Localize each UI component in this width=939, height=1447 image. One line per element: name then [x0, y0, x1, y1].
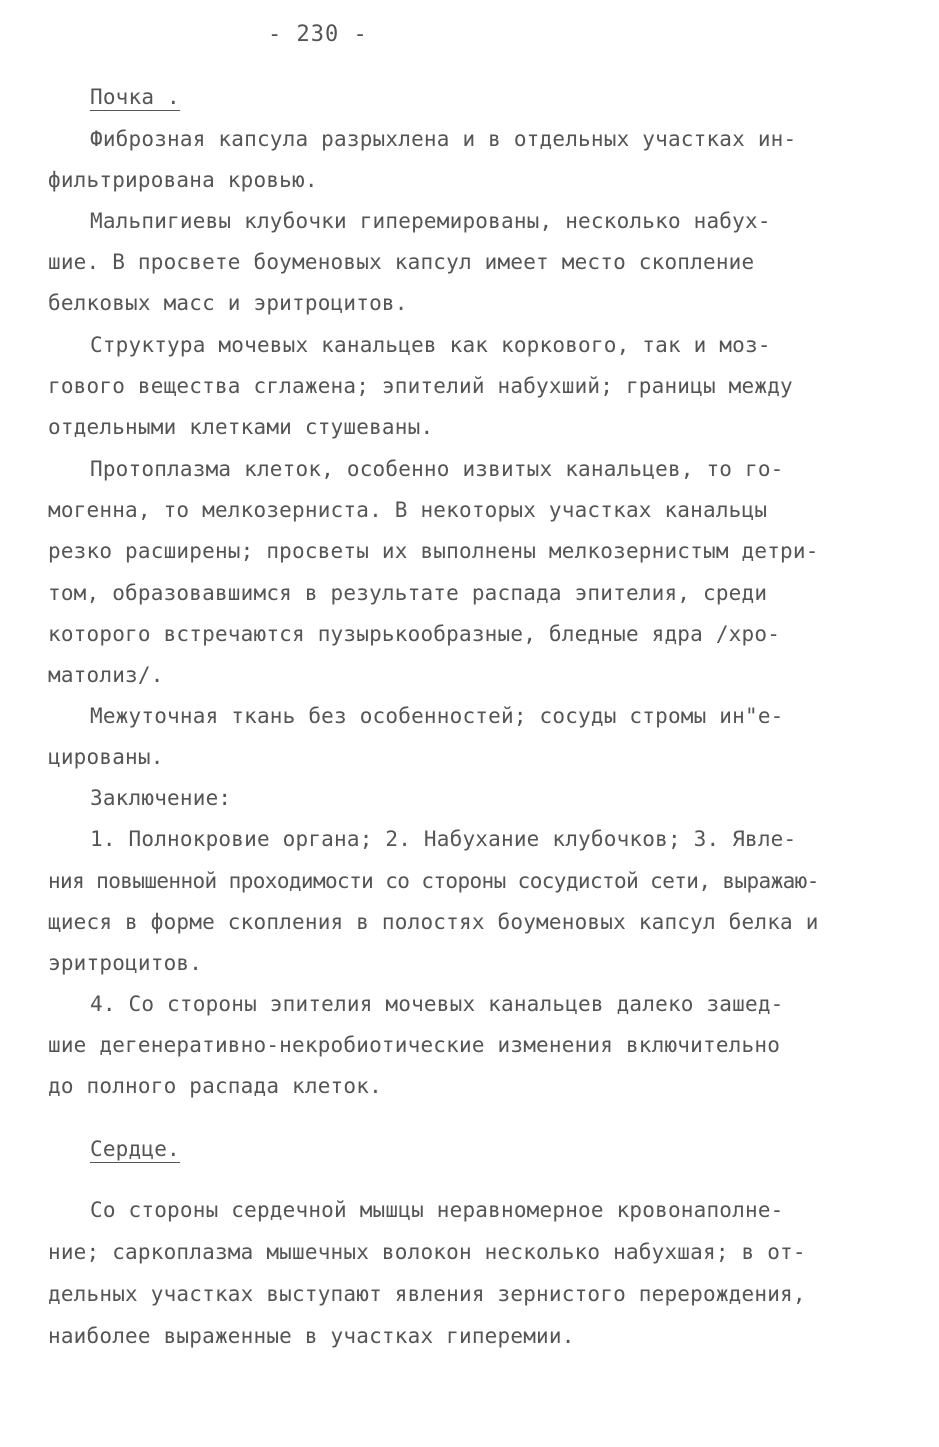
text-line: фильтрирована кровью.: [48, 168, 318, 192]
text-line: отдельными клетками стушеваны.: [48, 415, 434, 439]
text-line: том, образовавшимся в результате распада эпителия, среди: [48, 581, 768, 605]
text-line: гового вещества сглажена; эпителий набухший; границы между: [48, 374, 793, 398]
text-line: наиболее выраженные в участках гиперемии.: [48, 1324, 575, 1348]
text-line: щиеся в форме скопления в полостях боуменовых капсул белка и: [48, 910, 819, 934]
text-line: до полного распада клеток.: [48, 1074, 382, 1098]
section-heading-kidney: Почка .: [90, 85, 180, 109]
text-line: Протоплазма клеток, особенно извитых канальцев, то го-: [90, 457, 784, 481]
text-line: шие. В просвете боуменовых капсул имеет место скопление: [48, 250, 755, 274]
text-line: дельных участках выступают явления зернистого перерождения,: [48, 1282, 806, 1306]
text-line: матолиз/.: [48, 663, 164, 687]
text-line: Структура мочевых канальцев как коркового, так и моз-: [90, 333, 771, 357]
text-line: 4. Со стороны эпителия мочевых канальцев далеко зашед-: [90, 992, 784, 1016]
text-line: Межуточная ткань без особенностей; сосуды стромы ин"е-: [90, 704, 784, 728]
text-line: резко расширены; просветы их выполнены мелкозернистым детри-: [48, 539, 819, 563]
text-line: белковых масс и эритроцитов.: [48, 291, 408, 315]
text-line: шие дегенеративно-некробиотические изменения включительно: [48, 1033, 781, 1057]
text-line: Мальпигиевы клубочки гиперемированы, несколько набух-: [90, 209, 771, 233]
text-line: ния повышенной проходимости со стороны сосудистой сети, выражаю-: [48, 869, 819, 893]
text-line: ние; саркоплазма мышечных волокон несколько набухшая; в от-: [48, 1240, 806, 1264]
text-line: цированы.: [48, 745, 164, 769]
page-number: - 230 -: [268, 22, 368, 47]
text-line: могенна, то мелкозерниста. В некоторых участках канальцы: [48, 498, 768, 522]
section-heading-heart: Сердце.: [90, 1137, 180, 1161]
text-line: Со стороны сердечной мышцы неравномерное кровонаполне-: [90, 1198, 784, 1222]
text-line: Фиброзная капсула разрыхлена и в отдельных участках ин-: [90, 127, 797, 151]
conclusion-label: Заключение:: [90, 786, 232, 810]
text-line: эритроцитов.: [48, 951, 203, 975]
text-line: 1. Полнокровие органа; 2. Набухание клубочков; 3. Явле-: [90, 827, 797, 851]
text-line: которого встречаются пузырькообразные, бледные ядра /хро-: [48, 622, 781, 646]
